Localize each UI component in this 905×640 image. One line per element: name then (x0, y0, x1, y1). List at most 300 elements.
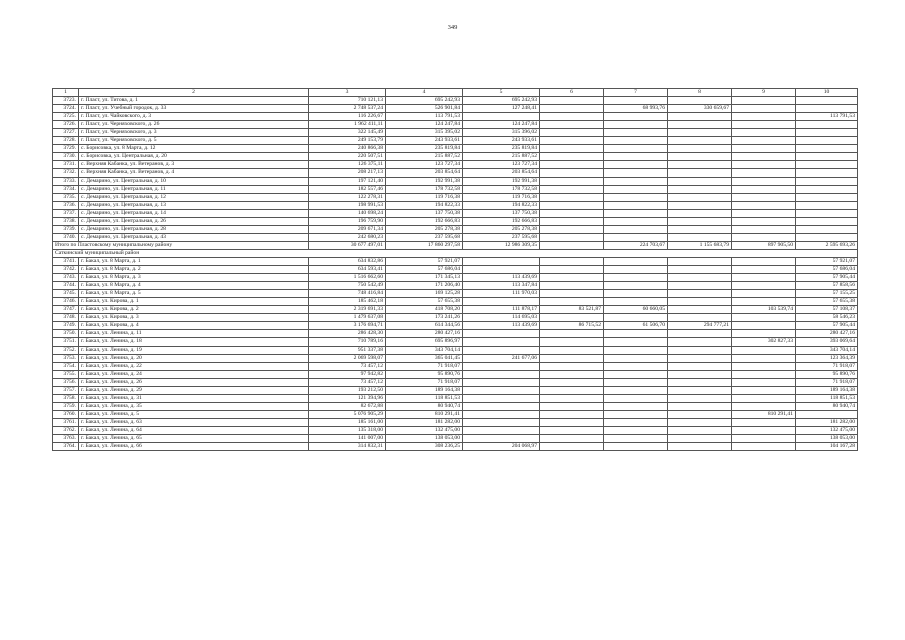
table-row (53, 209, 858, 217)
amount-cell (463, 330, 540, 338)
address-cell: г. Бакал, ул. Ленина, д. 5 (79, 410, 309, 418)
amount-cell (732, 257, 796, 265)
amount-cell: 240 866,38 (309, 145, 386, 153)
amount-cell (463, 370, 540, 378)
amount-cell (796, 97, 858, 105)
amount-cell: 57 921,07 (386, 257, 463, 265)
amount-cell: 104 167,28 (796, 443, 858, 451)
amount-cell (732, 161, 796, 169)
total-amount-cell: 224 703,67 (604, 241, 668, 249)
amount-cell (540, 209, 604, 217)
row-number-cell: 3750. (53, 330, 79, 338)
address-cell: г. Бакал, ул. Ленина, д. 66 (79, 443, 309, 451)
row-number-cell: 3748. (53, 314, 79, 322)
amount-cell: 810 291,41 (386, 410, 463, 418)
row-number-cell: 3734. (53, 185, 79, 193)
table-row (53, 274, 858, 282)
amount-cell (732, 121, 796, 129)
amount-cell: 220 507,51 (309, 153, 386, 161)
amount-cell (540, 314, 604, 322)
table-row (53, 298, 858, 306)
amount-cell (540, 193, 604, 201)
register-table (52, 88, 858, 451)
amount-cell (463, 298, 540, 306)
amount-cell: 192 991,38 (386, 177, 463, 185)
table-row (53, 338, 858, 346)
amount-cell (604, 121, 668, 129)
amount-cell: 111 878,17 (463, 306, 540, 314)
amount-cell (732, 354, 796, 362)
amount-cell (604, 330, 668, 338)
amount-cell (732, 105, 796, 113)
amount-cell (668, 314, 732, 322)
row-number-cell: 3752. (53, 346, 79, 354)
amount-cell (463, 410, 540, 418)
amount-cell: 418 708,20 (386, 306, 463, 314)
row-number-cell: 3746. (53, 298, 79, 306)
amount-cell: 103 539,74 (732, 306, 796, 314)
amount-cell (732, 274, 796, 282)
amount-cell (463, 378, 540, 386)
amount-cell (668, 169, 732, 177)
address-cell: г. Бакал, ул. Ленина, д. 64 (79, 426, 309, 434)
amount-cell (540, 418, 604, 426)
amount-cell: 185 161,00 (309, 418, 386, 426)
column-number-cell: 9 (732, 89, 796, 97)
amount-cell: 178 732,58 (463, 185, 540, 193)
amount-cell (463, 394, 540, 402)
amount-cell: 57 686,04 (386, 266, 463, 274)
amount-cell: 343 704,14 (796, 346, 858, 354)
total-amount-cell: 17 860 297,58 (386, 241, 463, 249)
amount-cell (604, 217, 668, 225)
total-amount-cell: 30 677 497,01 (309, 241, 386, 249)
address-cell: г. Пласт, ул. Титова, д. 1 (79, 97, 309, 105)
amount-cell: 57 905,44 (796, 274, 858, 282)
address-cell: г. Пласт, ул. Чайковского, д. 3 (79, 113, 309, 121)
amount-cell (732, 322, 796, 330)
table-row (53, 314, 858, 322)
amount-cell: 71 918,07 (386, 362, 463, 370)
total-label-cell: Итого по Пластовскому муниципальному району (53, 241, 309, 249)
amount-cell: 173 241,26 (386, 314, 463, 322)
amount-cell: 138 053,00 (796, 435, 858, 443)
amount-cell (732, 298, 796, 306)
amount-cell: 393 069,64 (796, 338, 858, 346)
amount-cell: 57 655,38 (386, 298, 463, 306)
amount-cell: 141 007,00 (309, 435, 386, 443)
amount-cell (463, 338, 540, 346)
amount-cell: 198 991,53 (309, 201, 386, 209)
amount-cell (796, 145, 858, 153)
address-cell: г. Бакал, ул. Кирова, д. 3 (79, 314, 309, 322)
amount-cell (732, 97, 796, 105)
amount-cell (604, 346, 668, 354)
amount-cell: 280 427,16 (386, 330, 463, 338)
amount-cell (668, 306, 732, 314)
amount-cell: 192 991,38 (463, 177, 540, 185)
address-cell: с. Демарино, ул. Центральная, д. 43 (79, 233, 309, 241)
row-number-cell: 3730. (53, 153, 79, 161)
amount-cell: 2 319 691,33 (309, 306, 386, 314)
amount-cell (604, 362, 668, 370)
amount-cell: 135 318,00 (309, 426, 386, 434)
amount-cell (796, 193, 858, 201)
amount-cell: 710 789,16 (309, 338, 386, 346)
amount-cell (604, 435, 668, 443)
amount-cell: 113 791,53 (796, 113, 858, 121)
address-cell: г. Бакал, ул. Ленина, д. 26 (79, 378, 309, 386)
amount-cell (540, 105, 604, 113)
amount-cell (604, 225, 668, 233)
amount-cell (604, 153, 668, 161)
table-row (53, 217, 858, 225)
amount-cell (668, 435, 732, 443)
amount-cell (732, 209, 796, 217)
amount-cell (540, 410, 604, 418)
row-number-cell: 3764. (53, 443, 79, 451)
amount-cell (668, 274, 732, 282)
amount-cell: 205 278,38 (463, 225, 540, 233)
amount-cell (732, 177, 796, 185)
address-cell: с. Верхняя Кабанка, ул. Ветеранов, д. 3 (79, 161, 309, 169)
amount-cell: 208 217,13 (309, 169, 386, 177)
amount-cell (604, 257, 668, 265)
amount-cell: 68 993,76 (604, 105, 668, 113)
address-cell: с. Демарино, ул. Центральная, д. 26 (79, 217, 309, 225)
row-number-cell: 3731. (53, 161, 79, 169)
amount-cell: 171 345,13 (386, 274, 463, 282)
row-number-cell: 3762. (53, 426, 79, 434)
amount-cell (796, 105, 858, 113)
amount-cell: 526 901,84 (386, 105, 463, 113)
amount-cell (732, 378, 796, 386)
amount-cell (604, 378, 668, 386)
row-number-cell: 3727. (53, 129, 79, 137)
amount-cell (604, 145, 668, 153)
amount-cell: 5 076 905,29 (309, 410, 386, 418)
address-cell: г. Бакал, ул. Ленина, д. 19 (79, 346, 309, 354)
amount-cell: 710 121,13 (309, 97, 386, 105)
table-row (53, 402, 858, 410)
table-row (53, 225, 858, 233)
row-number-cell: 3725. (53, 113, 79, 121)
amount-cell: 171 206,40 (386, 282, 463, 290)
table-row (53, 370, 858, 378)
table-row (53, 394, 858, 402)
address-cell: г. Бакал, ул. Ленина, д. 24 (79, 370, 309, 378)
amount-cell (540, 386, 604, 394)
amount-cell: 249 153,79 (309, 137, 386, 145)
table-row (53, 177, 858, 185)
amount-cell: 169 125,28 (386, 290, 463, 298)
amount-cell: 57 655,38 (796, 298, 858, 306)
amount-cell (604, 290, 668, 298)
address-cell: г. Бакал, ул. Ленина, д. 65 (79, 435, 309, 443)
amount-cell (796, 225, 858, 233)
row-number-cell: 3761. (53, 418, 79, 426)
amount-cell (796, 209, 858, 217)
table-row (53, 233, 858, 241)
amount-cell: 330 659,67 (668, 105, 732, 113)
table-row (53, 426, 858, 434)
amount-cell (796, 177, 858, 185)
amount-cell (668, 177, 732, 185)
amount-cell (796, 153, 858, 161)
amount-cell (540, 370, 604, 378)
address-cell: с. Демарино, ул. Центральная, д. 13 (79, 201, 309, 209)
amount-cell: 2 069 598,07 (309, 354, 386, 362)
section-title-row (53, 249, 858, 257)
table-row (53, 443, 858, 451)
amount-cell (540, 201, 604, 209)
amount-cell (732, 129, 796, 137)
amount-cell: 3 176 694,71 (309, 322, 386, 330)
amount-cell (732, 145, 796, 153)
amount-cell (604, 386, 668, 394)
column-number-cell: 8 (668, 89, 732, 97)
amount-cell (604, 201, 668, 209)
amount-cell (604, 177, 668, 185)
amount-cell: 126 375,11 (309, 161, 386, 169)
amount-cell: 614 344,56 (386, 322, 463, 330)
amount-cell (732, 169, 796, 177)
amount-cell (604, 209, 668, 217)
amount-cell: 189 164,38 (386, 386, 463, 394)
amount-cell (732, 137, 796, 145)
row-number-cell: 3743. (53, 274, 79, 282)
amount-cell: 215 887,52 (463, 153, 540, 161)
row-number-cell: 3741. (53, 257, 79, 265)
amount-cell (796, 201, 858, 209)
row-number-cell: 3749. (53, 322, 79, 330)
amount-cell: 116 226,67 (309, 113, 386, 121)
amount-cell (463, 113, 540, 121)
table-row (53, 257, 858, 265)
amount-cell (796, 169, 858, 177)
amount-cell: 137 750,38 (386, 209, 463, 217)
amount-cell (604, 402, 668, 410)
row-number-cell: 3755. (53, 370, 79, 378)
amount-cell: 80 940,74 (796, 402, 858, 410)
amount-cell: 82 672,88 (309, 402, 386, 410)
amount-cell (796, 121, 858, 129)
column-number-cell: 4 (386, 89, 463, 97)
amount-cell: 205 278,38 (386, 225, 463, 233)
amount-cell: 634 593,41 (309, 266, 386, 274)
amount-cell: 111 970,03 (463, 290, 540, 298)
amount-cell: 286 428,30 (309, 330, 386, 338)
amount-cell (540, 121, 604, 129)
address-cell: г. Бакал, ул. Ленина, д. 29 (79, 386, 309, 394)
amount-cell: 57 921,07 (796, 257, 858, 265)
amount-cell: 114 695,03 (463, 314, 540, 322)
amount-cell: 203 854,64 (386, 169, 463, 177)
amount-cell (732, 233, 796, 241)
address-cell: г. Пласт, ул. Черняховского, д. 5 (79, 137, 309, 145)
amount-cell (668, 418, 732, 426)
row-number-cell: 3757. (53, 386, 79, 394)
amount-cell (463, 402, 540, 410)
amount-cell (796, 129, 858, 137)
amount-cell: 138 053,00 (386, 435, 463, 443)
total-amount-cell: 1 155 683,79 (668, 241, 732, 249)
amount-cell: 215 887,52 (386, 153, 463, 161)
amount-cell (668, 97, 732, 105)
amount-cell (540, 153, 604, 161)
table-row (53, 306, 858, 314)
amount-cell (604, 161, 668, 169)
amount-cell (668, 217, 732, 225)
amount-cell: 280 427,16 (796, 330, 858, 338)
address-cell: с. Демарино, ул. Центральная, д. 10 (79, 177, 309, 185)
table-row (53, 201, 858, 209)
amount-cell: 1 516 662,60 (309, 274, 386, 282)
amount-cell (668, 426, 732, 434)
amount-cell (540, 443, 604, 451)
column-number-cell: 2 (79, 89, 309, 97)
table-row (53, 137, 858, 145)
amount-cell (668, 137, 732, 145)
amount-cell: 314 832,31 (309, 443, 386, 451)
amount-cell: 748 416,84 (309, 290, 386, 298)
amount-cell: 113 791,53 (386, 113, 463, 121)
amount-cell (540, 169, 604, 177)
total-amount-cell (540, 241, 604, 249)
amount-cell (604, 443, 668, 451)
amount-cell: 315 396,02 (463, 129, 540, 137)
row-number-cell: 3751. (53, 338, 79, 346)
amount-cell: 204 068,97 (463, 443, 540, 451)
amount-cell (732, 346, 796, 354)
amount-cell (463, 386, 540, 394)
amount-cell (732, 185, 796, 193)
amount-cell (668, 153, 732, 161)
row-number-cell: 3758. (53, 394, 79, 402)
amount-cell (540, 233, 604, 241)
table-row (53, 386, 858, 394)
amount-cell (604, 338, 668, 346)
address-cell: с. Борисовка, ул. Центральная, д. 20 (79, 153, 309, 161)
amount-cell (604, 185, 668, 193)
amount-cell: 71 918,07 (796, 362, 858, 370)
table-row (53, 410, 858, 418)
amount-cell (796, 185, 858, 193)
amount-cell: 197 121,40 (309, 177, 386, 185)
amount-cell: 95 890,76 (386, 370, 463, 378)
amount-cell (732, 386, 796, 394)
address-cell: г. Бакал, ул. Кирова, д. 1 (79, 298, 309, 306)
amount-cell: 182 557,46 (309, 185, 386, 193)
table-row (53, 113, 858, 121)
table-row (53, 266, 858, 274)
amount-cell (540, 378, 604, 386)
amount-cell (668, 233, 732, 241)
amount-cell (540, 177, 604, 185)
amount-cell (732, 266, 796, 274)
amount-cell (604, 193, 668, 201)
amount-cell (604, 394, 668, 402)
amount-cell (668, 129, 732, 137)
amount-cell: 695 242,93 (386, 97, 463, 105)
row-number-cell: 3729. (53, 145, 79, 153)
amount-cell (732, 113, 796, 121)
amount-cell: 61 506,70 (604, 322, 668, 330)
amount-cell (463, 435, 540, 443)
amount-cell (668, 410, 732, 418)
address-cell: г. Бакал, ул. Ленина, д. 63 (79, 418, 309, 426)
table-row (53, 354, 858, 362)
amount-cell (604, 282, 668, 290)
amount-cell: 235 819,84 (463, 145, 540, 153)
amount-cell (604, 97, 668, 105)
table-row (53, 97, 858, 105)
amount-cell (604, 266, 668, 274)
amount-cell (604, 274, 668, 282)
amount-cell: 123 727,34 (386, 161, 463, 169)
address-cell: с. Демарино, ул. Центральная, д. 28 (79, 225, 309, 233)
amount-cell (604, 418, 668, 426)
amount-cell (604, 370, 668, 378)
amount-cell (732, 426, 796, 434)
amount-cell: 83 521,87 (540, 306, 604, 314)
amount-cell (540, 354, 604, 362)
amount-cell: 185 462,18 (309, 298, 386, 306)
table-row (53, 362, 858, 370)
amount-cell (540, 257, 604, 265)
amount-cell (604, 354, 668, 362)
amount-cell (604, 129, 668, 137)
table-row (53, 185, 858, 193)
address-cell: с. Демарино, ул. Центральная, д. 12 (79, 193, 309, 201)
row-number-cell: 3753. (53, 354, 79, 362)
amount-cell: 95 890,76 (796, 370, 858, 378)
amount-cell (732, 314, 796, 322)
amount-cell (732, 402, 796, 410)
row-number-cell: 3747. (53, 306, 79, 314)
column-number-cell: 6 (540, 89, 604, 97)
column-number-cell: 3 (309, 89, 386, 97)
table-row (53, 290, 858, 298)
amount-cell (604, 169, 668, 177)
address-cell: г. Пласт, ул. Учебный городок, д. 33 (79, 105, 309, 113)
amount-cell: 122 278,31 (309, 193, 386, 201)
row-number-cell: 3745. (53, 290, 79, 298)
amount-cell (540, 426, 604, 434)
amount-cell (540, 137, 604, 145)
amount-cell (463, 418, 540, 426)
amount-cell: 189 164,38 (796, 386, 858, 394)
table-row (53, 346, 858, 354)
amount-cell (540, 145, 604, 153)
amount-cell: 121 394,96 (309, 394, 386, 402)
row-number-cell: 3735. (53, 193, 79, 201)
amount-cell: 634 832,86 (309, 257, 386, 265)
address-cell: с. Борисовка, ул. 8 Марта, д. 12 (79, 145, 309, 153)
amount-cell (668, 282, 732, 290)
amount-cell (540, 217, 604, 225)
amount-cell (668, 161, 732, 169)
amount-cell: 132 475,00 (796, 426, 858, 434)
row-number-cell: 3736. (53, 201, 79, 209)
table-row (53, 153, 858, 161)
row-number-cell: 3732. (53, 169, 79, 177)
amount-cell (540, 394, 604, 402)
amount-cell: 810 291,41 (732, 410, 796, 418)
amount-cell: 294 777,21 (668, 322, 732, 330)
amount-cell: 60 660,05 (604, 306, 668, 314)
amount-cell (668, 354, 732, 362)
